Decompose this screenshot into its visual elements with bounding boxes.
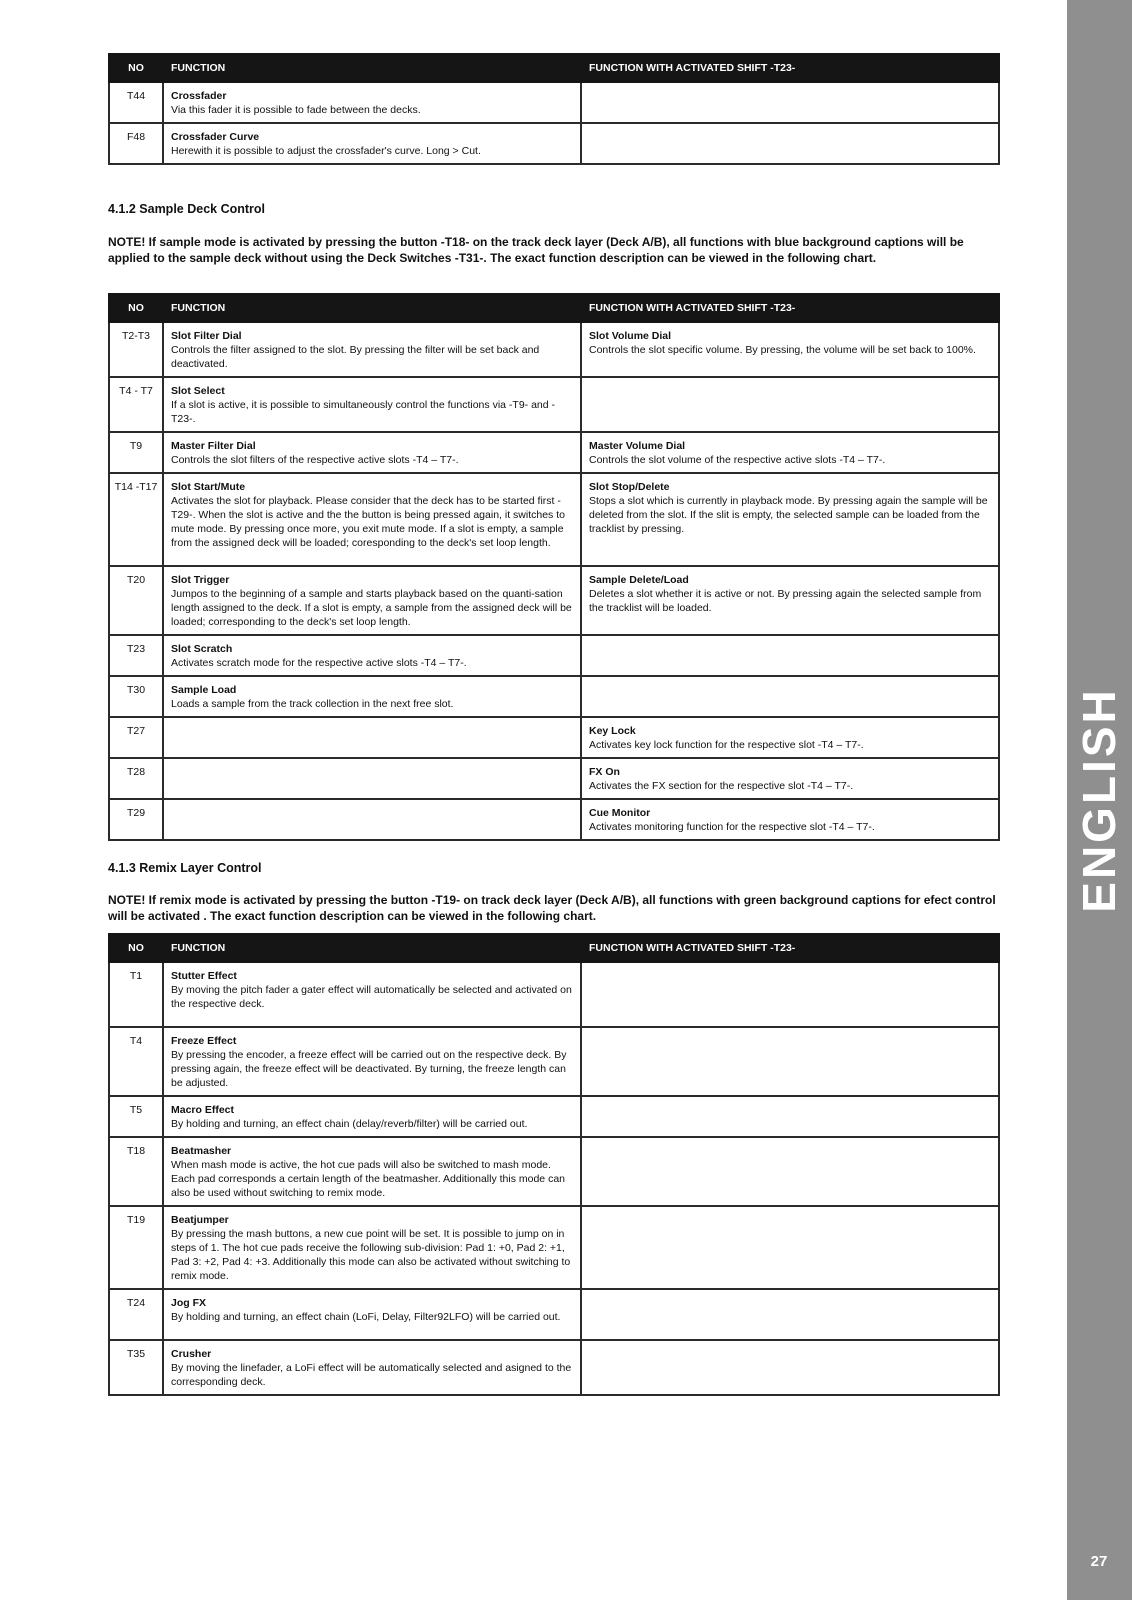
function-description: Activates the FX section for the respective slot -T4 – T7-. — [589, 780, 854, 792]
shift-function-cell — [581, 123, 999, 164]
function-cell — [163, 799, 581, 840]
function-description: Deletes a slot whether it is active or not. By pressing again the selected sample from the tracklist will be loaded. — [589, 588, 982, 614]
shift-function-cell — [581, 377, 999, 432]
remix-layer-table-wrap — [108, 933, 998, 1396]
function-cell — [163, 82, 581, 123]
shift-function-cell — [581, 1027, 999, 1096]
table-row — [109, 799, 999, 840]
function-description: When mash mode is active, the hot cue pads will also be switched to mash mode. Each pad corresponds a certain length of the beatmasher. Additionally this mode can also be used without switching to remix mode. — [171, 1159, 565, 1199]
row-number: T18 — [109, 1137, 163, 1206]
shift-function-cell — [581, 566, 999, 635]
row-number: T24 — [109, 1289, 163, 1340]
row-number: T30 — [109, 676, 163, 717]
row-number: T28 — [109, 758, 163, 799]
header-function: FUNCTION — [163, 934, 581, 962]
function-name: Cue Monitor — [589, 807, 651, 819]
function-cell — [163, 1340, 581, 1395]
function-name: Macro Effect — [171, 1104, 235, 1116]
function-cell — [163, 1206, 581, 1289]
shift-function-cell — [581, 432, 999, 473]
table-row — [109, 1096, 999, 1137]
crossfader-table — [108, 53, 1000, 165]
row-number: T9 — [109, 432, 163, 473]
row-number: T35 — [109, 1340, 163, 1395]
table-row — [109, 1340, 999, 1395]
function-cell — [163, 758, 581, 799]
shift-function-cell — [581, 1137, 999, 1206]
row-number: T1 — [109, 962, 163, 1027]
function-cell — [163, 717, 581, 758]
function-description: Via this fader it is possible to fade between the decks. — [171, 104, 421, 116]
function-description: Controls the slot filters of the respective active slots -T4 – T7-. — [171, 454, 459, 466]
function-cell — [163, 1096, 581, 1137]
function-cell — [163, 962, 581, 1027]
row-number: T44 — [109, 82, 163, 123]
shift-function-cell — [581, 473, 999, 566]
function-description: Controls the slot volume of the respective active slots -T4 – T7-. — [589, 454, 886, 466]
shift-function-cell — [581, 799, 999, 840]
row-number: T4 - T7 — [109, 377, 163, 432]
function-name: Beatmasher — [171, 1145, 232, 1157]
shift-function-cell — [581, 1206, 999, 1289]
function-description: Herewith it is possible to adjust the crossfader's curve. Long > Cut. — [171, 145, 481, 157]
function-name: Slot Scratch — [171, 643, 233, 655]
table-row — [109, 635, 999, 676]
function-cell — [163, 322, 581, 377]
function-name: Slot Volume Dial — [589, 330, 672, 342]
function-name: Stutter Effect — [171, 970, 237, 982]
function-description: Controls the slot specific volume. By pressing, the volume will be set back to 100%. — [589, 344, 976, 356]
header-shift: FUNCTION WITH ACTIVATED SHIFT -T23- — [581, 294, 999, 322]
function-description: If a slot is active, it is possible to simultaneously control the functions via -T9- and -T23-. — [171, 399, 556, 425]
function-name: Slot Trigger — [171, 574, 230, 586]
table-row — [109, 758, 999, 799]
table-row — [109, 1206, 999, 1289]
row-number: T2-T3 — [109, 322, 163, 377]
row-number: T4 — [109, 1027, 163, 1096]
function-name: Slot Start/Mute — [171, 481, 246, 493]
table-row — [109, 962, 999, 1027]
row-number: F48 — [109, 123, 163, 164]
row-number: T20 — [109, 566, 163, 635]
function-cell — [163, 432, 581, 473]
function-name: Sample Delete/Load — [589, 574, 689, 586]
sample-deck-table — [108, 293, 1000, 841]
function-description: By holding and turning, an effect chain (LoFi, Delay, Filter92LFO) will be carried out. — [171, 1311, 561, 1323]
shift-function-cell — [581, 1096, 999, 1137]
function-name: Crusher — [171, 1348, 212, 1360]
table-header-row — [109, 934, 999, 962]
function-description: Loads a sample from the track collection in the next free slot. — [171, 698, 454, 710]
sample-deck-title: 4.1.2 Sample Deck Control — [108, 202, 266, 216]
function-cell — [163, 1289, 581, 1340]
header-shift: FUNCTION WITH ACTIVATED SHIFT -T23- — [581, 934, 999, 962]
function-description: Activates the slot for playback. Please consider that the deck has to be started first -T29-. When the slot is active and the the button is being pressed again, it switches to mute mode. By pressing once more, you exit mute mode. If a slot is empty, a sample from the assigned deck will be loaded; coresponding to the deck's set loop length. — [171, 495, 565, 549]
sample-deck-table-wrap — [108, 293, 998, 841]
table-row — [109, 82, 999, 123]
table-row — [109, 377, 999, 432]
function-cell — [163, 473, 581, 566]
table-row — [109, 676, 999, 717]
row-number: T14 -T17 — [109, 473, 163, 566]
table-row — [109, 322, 999, 377]
table-row — [109, 1137, 999, 1206]
function-cell — [163, 566, 581, 635]
language-label: ENGLISH — [1073, 687, 1125, 913]
remix-layer-note: NOTE! If remix mode is activated by pressing the button -T19- on track deck layer (Deck A/B), all functions with green background captions for efect control will be activated . The exact function description can be viewed in the following chart. — [108, 893, 996, 923]
table-row — [109, 123, 999, 164]
row-number: T19 — [109, 1206, 163, 1289]
table-row — [109, 717, 999, 758]
shift-function-cell — [581, 962, 999, 1027]
function-cell — [163, 676, 581, 717]
table-header-row — [109, 54, 999, 82]
table-row — [109, 566, 999, 635]
table-row — [109, 432, 999, 473]
function-name: Slot Stop/Delete — [589, 481, 670, 493]
crossfader-table-wrap — [108, 53, 998, 165]
row-number: T29 — [109, 799, 163, 840]
remix-layer-table — [108, 933, 1000, 1396]
shift-function-cell — [581, 82, 999, 123]
function-name: Key Lock — [589, 725, 636, 737]
function-description: Activates scratch mode for the respective active slots -T4 – T7-. — [171, 657, 467, 669]
shift-function-cell — [581, 1289, 999, 1340]
function-description: Activates key lock function for the respective slot -T4 – T7-. — [589, 739, 864, 751]
table-row — [109, 1027, 999, 1096]
function-description: By moving the linefader, a LoFi effect will be automatically selected and asigned to the corresponding deck. — [171, 1362, 572, 1388]
function-cell — [163, 377, 581, 432]
function-name: Slot Select — [171, 385, 225, 397]
remix-layer-title: 4.1.3 Remix Layer Control — [108, 861, 262, 875]
function-cell — [163, 1027, 581, 1096]
sample-deck-note: NOTE! If sample mode is activated by pressing the button -T18- on the track deck layer (Deck A/B), all functions with blue background captions will be applied to the sample deck without using the Deck Switches -T31-. The exact function description can be viewed in the following chart. — [108, 235, 964, 265]
shift-function-cell — [581, 758, 999, 799]
function-description: Stops a slot which is currently in playback mode. By pressing again the sample will be deleted from the slot. If the slit is empty, the selected sample can be loaded from the tracklist by pressing. — [589, 495, 988, 535]
header-no: NO — [109, 294, 163, 322]
table-row — [109, 1289, 999, 1340]
shift-function-cell — [581, 635, 999, 676]
function-description: Activates monitoring function for the respective slot -T4 – T7-. — [589, 821, 875, 833]
shift-function-cell — [581, 676, 999, 717]
row-number: T23 — [109, 635, 163, 676]
function-description: By moving the pitch fader a gater effect will automatically be selected and activated on the respective deck. — [171, 984, 572, 1010]
function-name: Master Filter Dial — [171, 440, 256, 452]
function-name: FX On — [589, 766, 620, 778]
function-cell — [163, 1137, 581, 1206]
function-name: Crossfader Curve — [171, 131, 260, 143]
function-description: By holding and turning, an effect chain (delay/reverb/filter) will be carried out. — [171, 1118, 528, 1130]
function-description: Jumpos to the beginning of a sample and starts playback based on the quanti-sation length assigned to the deck. If a slot is empty, a sample from the assigned deck will be loaded; corresponding to the deck's set loop length. — [171, 588, 572, 628]
function-description: Controls the filter assigned to the slot. By pressing the filter will be set back and deactivated. — [171, 344, 540, 370]
function-name: Master Volume Dial — [589, 440, 686, 452]
function-description: By pressing the mash buttons, a new cue point will be set. It is possible to jump on in steps of 1. The hot cue pads receive the following sub-division: Pad 1: +0, Pad 2: +1, Pad 3: +2, Pad 4: +3. Additionally this mode can also be activated without switching to remix mode. — [171, 1228, 571, 1282]
row-number: T5 — [109, 1096, 163, 1137]
function-description: By pressing the encoder, a freeze effect will be carried out on the respective deck. By pressing again, the freeze effect will be deactivated. By turning, the freeze length can be adjusted. — [171, 1049, 567, 1089]
table-row — [109, 473, 999, 566]
page-number: 27 — [1090, 1553, 1108, 1570]
function-cell — [163, 123, 581, 164]
header-function: FUNCTION — [163, 54, 581, 82]
function-name: Jog FX — [171, 1297, 207, 1309]
function-name: Sample Load — [171, 684, 237, 696]
header-shift: FUNCTION WITH ACTIVATED SHIFT -T23- — [581, 54, 999, 82]
table-header-row — [109, 294, 999, 322]
function-cell — [163, 635, 581, 676]
shift-function-cell — [581, 1340, 999, 1395]
header-no: NO — [109, 54, 163, 82]
header-no: NO — [109, 934, 163, 962]
shift-function-cell — [581, 322, 999, 377]
function-name: Crossfader — [171, 90, 227, 102]
shift-function-cell — [581, 717, 999, 758]
function-name: Beatjumper — [171, 1214, 229, 1226]
row-number: T27 — [109, 717, 163, 758]
header-function: FUNCTION — [163, 294, 581, 322]
function-name: Freeze Effect — [171, 1035, 237, 1047]
function-name: Slot Filter Dial — [171, 330, 242, 342]
